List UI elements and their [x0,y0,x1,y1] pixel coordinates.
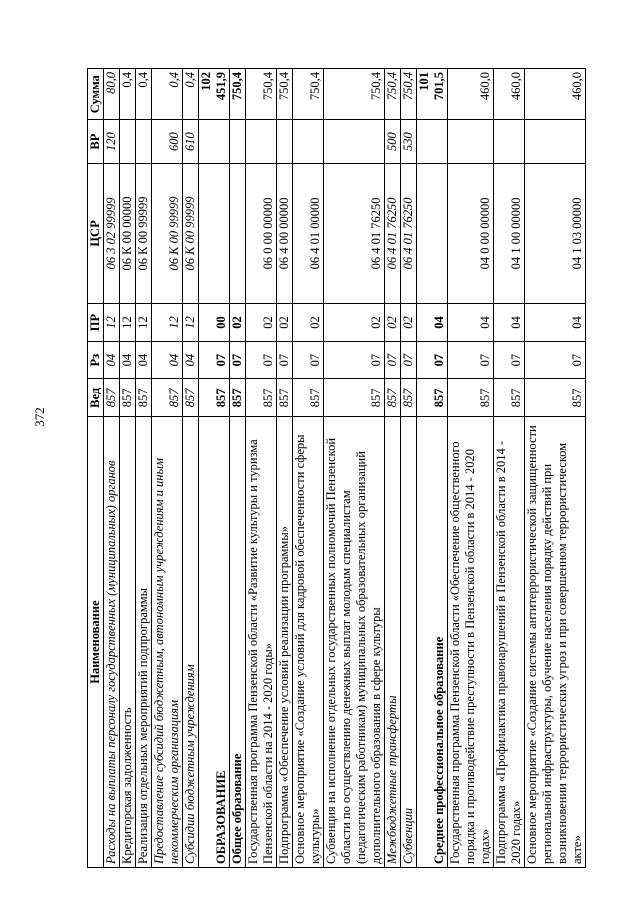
cell-department: 857 [199,379,230,417]
cell-target-article: 06 К 00 00000 [120,163,136,303]
cell-amount: 80,0 [104,69,120,120]
table-row [417,69,448,868]
header-amount: Сумма [88,69,104,120]
cell-amount: 750,4 [293,69,324,120]
cell-section: 04 [104,341,120,379]
cell-target-article: 06 4 00 00000 [277,163,293,303]
header-section: Рз [88,341,104,379]
table-row [401,69,417,868]
cell-target-article: 06 4 01 00000 [293,163,324,303]
cell-department: 857 [277,379,293,417]
cell-subsection: 04 [525,304,586,342]
table-row [324,69,385,868]
cell-subsection: 00 [199,304,230,342]
cell-expense-type [246,120,277,163]
cell-section: 07 [246,341,277,379]
cell-amount: 460,0 [494,69,525,120]
cell-section: 04 [183,341,199,379]
table-row [120,69,136,868]
cell-name: Кредиторская задолженность [120,417,136,868]
budget-table [87,68,586,868]
cell-section: 07 [448,341,494,379]
cell-name: Государственная программа Пензенской области «Развитие культуры и туризма Пензенской области на 2014 - 2020 годы» [246,417,277,868]
table-row [525,69,586,868]
cell-name: Подпрограмма «Профилактика правонарушений в Пензенской области в 2014 - 2020 годах» [494,417,525,868]
cell-expense-type: 600 [152,120,183,163]
cell-target-article [199,163,230,303]
cell-amount: 750,4 [246,69,277,120]
cell-subsection: 04 [417,304,448,342]
cell-department: 857 [417,379,448,417]
cell-department: 857 [401,379,417,417]
cell-amount: 101 701,5 [417,69,448,120]
cell-section: 07 [417,341,448,379]
cell-subsection: 02 [246,304,277,342]
cell-target-article: 06 К 00 99999 [183,163,199,303]
cell-subsection: 12 [183,304,199,342]
cell-expense-type [494,120,525,163]
cell-amount: 750,4 [401,69,417,120]
page-number: 372 [32,407,47,427]
table-row [494,69,525,868]
cell-expense-type: 610 [183,120,199,163]
cell-expense-type [136,120,152,163]
cell-subsection: 02 [230,304,246,342]
cell-subsection: 02 [277,304,293,342]
cell-name: Расходы на выплаты персоналу государственных (муниципальных) органов [104,417,120,868]
cell-subsection: 02 [324,304,385,342]
cell-department: 857 [104,379,120,417]
cell-expense-type: 500 [385,120,401,163]
cell-subsection: 02 [293,304,324,342]
cell-expense-type [230,120,246,163]
table-row [183,69,199,868]
table-row [104,69,120,868]
cell-amount: 102 451,9 [199,69,230,120]
cell-expense-type: 120 [104,120,120,163]
table-header-row [88,69,104,868]
header-target-article: ЦСР [88,163,104,303]
cell-name: Общее образование [230,417,246,868]
cell-subsection: 04 [494,304,525,342]
cell-expense-type [448,120,494,163]
cell-amount: 460,0 [448,69,494,120]
cell-amount: 750,4 [277,69,293,120]
cell-department: 857 [293,379,324,417]
cell-amount: 0,4 [120,69,136,120]
cell-section: 07 [385,341,401,379]
cell-section: 04 [136,341,152,379]
cell-name: Субвенции [401,417,417,868]
cell-department: 857 [246,379,277,417]
cell-expense-type [324,120,385,163]
header-name: Наименование [88,417,104,868]
cell-expense-type [525,120,586,163]
cell-name: Предоставление субсидий бюджетным, автономным учреждениям и иным некоммерческим организациям [152,417,183,868]
table-row [448,69,494,868]
header-expense-type: ВР [88,120,104,163]
cell-subsection: 02 [385,304,401,342]
cell-name: Субвенция на исполнение отдельных государственных полномочий Пензенской области по осуществлению денежных выплат молодым специалистам (педагогическим работникам) муниципальных образовательных организаций дополнительного образования в сфере культуры [324,417,385,868]
cell-amount: 0,4 [136,69,152,120]
cell-target-article: 06 К 00 99999 [136,163,152,303]
table-row [230,69,246,868]
cell-expense-type [417,120,448,163]
cell-name: Субсидии бюджетным учреждениям [183,417,199,868]
header-department: Вед [88,379,104,417]
cell-department: 857 [385,379,401,417]
table-row [277,69,293,868]
cell-name: ОБРАЗОВАНИЕ [199,417,230,868]
cell-amount: 750,4 [230,69,246,120]
header-subsection: ПР [88,304,104,342]
cell-amount: 0,4 [152,69,183,120]
cell-name: Основное мероприятие «Создание системы антитеррористической защищенности региональной инфраструктуры, обучение населения порядку действий при возникновении террористических угроз и при совершенном террористическом акте» [525,417,586,868]
cell-section: 07 [199,341,230,379]
cell-target-article [417,163,448,303]
cell-subsection: 12 [152,304,183,342]
cell-expense-type: 530 [401,120,417,163]
cell-name: Подпрограмма «Обеспечение условий реализации программы» [277,417,293,868]
cell-subsection: 12 [104,304,120,342]
table-row [293,69,324,868]
cell-expense-type [199,120,230,163]
table-row [246,69,277,868]
cell-section: 07 [230,341,246,379]
cell-target-article: 04 1 00 00000 [494,163,525,303]
table-row [199,69,230,868]
cell-amount: 460,0 [525,69,586,120]
cell-target-article: 06 0 00 00000 [246,163,277,303]
cell-department: 857 [152,379,183,417]
cell-section: 04 [152,341,183,379]
cell-name: Основное мероприятие «Создание условий для кадровой обеспеченности сферы культуры» [293,417,324,868]
cell-amount: 0,4 [183,69,199,120]
cell-subsection: 12 [136,304,152,342]
cell-department: 857 [183,379,199,417]
cell-target-article: 04 0 00 00000 [448,163,494,303]
cell-section: 07 [525,341,586,379]
table-row [385,69,401,868]
cell-section: 07 [494,341,525,379]
table-row [152,69,183,868]
table-body [104,69,586,868]
cell-subsection: 12 [120,304,136,342]
cell-department: 857 [230,379,246,417]
cell-section: 07 [401,341,417,379]
cell-amount: 750,4 [324,69,385,120]
cell-name: Государственная программа Пензенской области «Обеспечение общественного порядка и противодействие преступности в Пензенской области в 2014 - 2020 годах» [448,417,494,868]
cell-department: 857 [494,379,525,417]
cell-department: 857 [525,379,586,417]
cell-department: 857 [324,379,385,417]
cell-section: 07 [324,341,385,379]
cell-amount: 750,4 [385,69,401,120]
rotated-page-content [87,68,626,868]
cell-section: 07 [277,341,293,379]
table-row [136,69,152,868]
cell-target-article: 06 3 02 99999 [104,163,120,303]
cell-target-article [230,163,246,303]
cell-subsection: 02 [401,304,417,342]
cell-department: 857 [448,379,494,417]
cell-target-article: 06 4 01 76250 [385,163,401,303]
cell-department: 857 [136,379,152,417]
cell-subsection: 04 [448,304,494,342]
cell-section: 04 [120,341,136,379]
cell-name: Среднее профессиональное образование [417,417,448,868]
cell-target-article: 06 4 01 76250 [324,163,385,303]
cell-target-article: 06 4 01 76250 [401,163,417,303]
cell-name: Межбюджетные трансферты [385,417,401,868]
cell-target-article: 04 1 03 00000 [525,163,586,303]
cell-department: 857 [120,379,136,417]
cell-name: Реализация отдельных мероприятий подпрограммы [136,417,152,868]
cell-section: 07 [293,341,324,379]
cell-target-article: 06 К 00 99999 [152,163,183,303]
cell-expense-type [277,120,293,163]
cell-expense-type [120,120,136,163]
cell-expense-type [293,120,324,163]
